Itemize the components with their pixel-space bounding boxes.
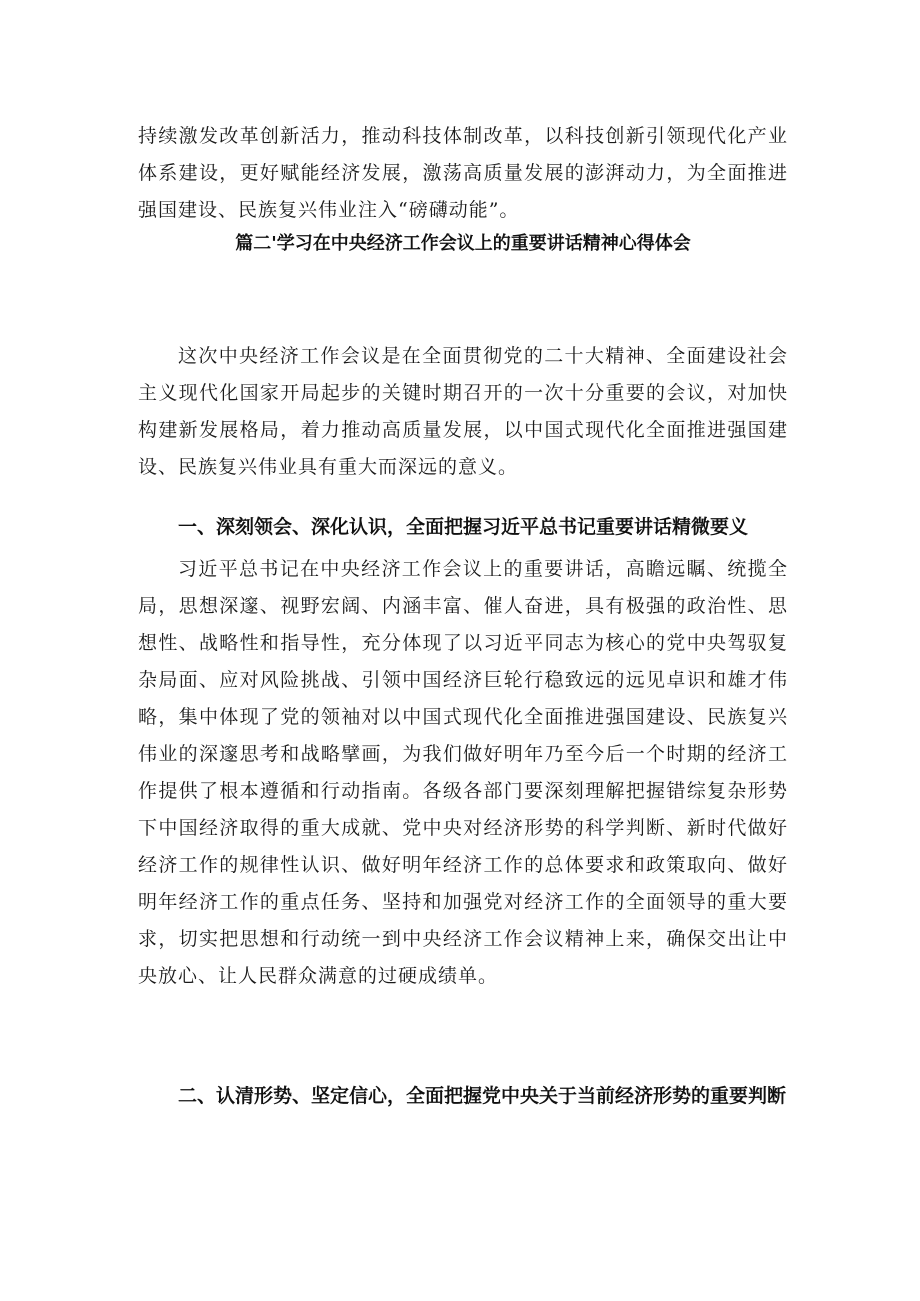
lead-paragraph: 这次中央经济工作会议是在全面贯彻党的二十大精神、全面建设社会主义现代化国家开局起步的关键时期召开的一次十分重要的会议，对加快构建新发展格局，着力推动高质量发展，以中国式现代化全面推进强国建设、民族复兴伟业具有重大而深远的意义。 [138,345,788,478]
section-1-paragraph: 习近平总书记在中央经济工作会议上的重要讲话，高瞻远瞩、统揽全局，思想深邃、视野宏阔、内涵丰富、催人奋进，具有极强的政治性、思想性、战略性和指导性，充分体现了以习近平同志为核心的党中央驾驭复杂局面、应对风险挑战、引领中国经济巨轮行稳致远的远见卓识和雄才伟略，集中体现了党的领袖对以中国式现代化全面推进强国建设、民族复兴伟业的深邃思考和战略擘画，为我们做好明年乃至今后一个时期的经济工作提供了根本遵循和行动指南。各级各部门要深刻理解把握错综复杂形势下中国经济取得的重大成就、党中央对经济形势的科学判断、新时代做好经济工作的规律性认识、做好明年经济工作的总体要求和政策取向、做好明年经济工作的重点任务、坚持和加强党对经济工作的全面领导的重大要求，切实把思想和行动统一到中央经济工作会议精神上来，确保交出让中央放心、让人民群众满意的过硬成绩单。 [138,558,788,987]
section-1-heading: 一、深刻领会、深化认识，全面把握习近平总书记重要讲话精微要义 [178,516,749,538]
article-title: 篇二'学习在中央经济工作会议上的重要讲话精神心得体会 [235,233,691,254]
intro-paragraph: 持续激发改革创新活力，推动科技体制改革，以科技创新引领现代化产业体系建设，更好赋能经济发展，激荡高质量发展的澎湃动力，为全面推进强国建设、民族复兴伟业注入“磅礴动能”。 [138,125,788,221]
section-2-heading: 二、认清形势、坚定信心，全面把握党中央关于当前经济形势的重要判断 [178,1085,787,1107]
